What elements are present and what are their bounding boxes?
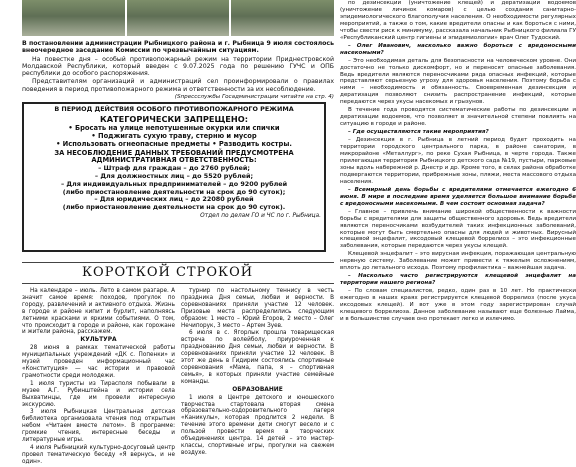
interview-column	[340, 0, 576, 432]
short-news-columns	[22, 288, 334, 467]
lead-headline: В постановлении администрации Рыбницкого района и г. Рыбница 9 июля состоялось внеочередное заседание Комиссии по чрезвычайным ситуациям.	[22, 40, 334, 55]
paragraph: 28 июня в рамках тематической работы муниципальных учреждений «ДК с. Попенки» и музей проведен информационный час «Конституция» — час истории и правовой грамотности среди молодежи.	[22, 345, 175, 379]
paragraph: Клещевой энцефалит – это вирусная инфекция, поражающая центральную нервную систему. Заболевание может привести к тяжелым осложнениям, вплоть до летального исхода. Поэтому профилактика – важнейшая задача.	[340, 251, 576, 272]
box-subtitle: ЗА НЕСОБЛЮДЕНИЕ ДАННЫХ ТРЕБОВАНИЙ ПРЕДУСМОТРЕНА АДМИНИСТРАТИВНАЯ ОТВЕТСТВЕННОСТЬ:	[54, 148, 294, 165]
section-heading: КУЛЬТУРА	[80, 337, 117, 344]
fine-line: – Штраф для граждан – до 2760 рублей;	[98, 164, 250, 173]
paragraph: турнир по настольному теннису в честь праздника Дня семьи, любви и верности. В соревнованиях приняли участие 12 человек. Призовые места распределились следующим образом: 1 место – Юрий Егоров, 2 место – Олег Нечипорук, 3 место – Артем Зуев.	[181, 288, 334, 329]
fire-warning-box	[22, 102, 326, 252]
lead-paragraph: На повестке дня – особый противопожарный режим на территории Приднестровской Молдавской Республики, который введен с 9.07.2025 года по решению ГУЧС и ОПБ республики до особого распоряжения.	[22, 55, 334, 78]
paragraph: На календаре – июль. Лето в самом разгаре. А значит самое время: походов, прогулок по городу, развлечений и активного отдыха. Жизнь в городе и районе кипит и бурлит, наполняясь летними красками и яркими событиями. О том, что происходит в городе и районе, как горожане и жители района, расскажем.	[22, 288, 175, 336]
paragraph: 4 июля Рыбницкий культурно-досуговый центр провел тематическую беседу «Я вернусь, и не один».	[22, 444, 175, 465]
rubric-title: КОРОТКОЙ СТРОКОЙ	[82, 265, 254, 280]
box-item: • Поджигать сухую траву, стерню и мусор	[91, 132, 257, 141]
photo-panel	[127, 0, 230, 36]
lead-paragraph: Представителям организаций и администраций сел проинформировали о правилах поведения в период противопожарного режима и ответственности за их несоблюдение.	[22, 78, 334, 93]
box-footer: Отдел по делам ГО и ЧС по г. Рыбница.	[200, 212, 321, 219]
news-photo	[22, 0, 334, 36]
fine-line: (либо приостановление деятельности на срок до 90 суток).	[62, 203, 286, 212]
interview-question: – Олег Иванович, насколько важно бороться с вредоносными насекомыми?	[340, 42, 576, 56]
interview-question: – Где осуществляются такие мероприятия?	[348, 129, 489, 136]
paragraph: 1 июля в Центре детского и юношеского творчества стартовала вторая смена образовательно-оздоровительного лагеря «Каникулы», которая продлится 2 недели. В течение этого времени дети смогут весело и с пользой провести время в творческих объединениях центра. 14 детей – это мастер-классы, спортивные игры, прогулки на свежем воздухе.	[181, 394, 334, 456]
fine-line: – Для должностных лиц – до 5520 рублей;	[94, 172, 254, 180]
paragraph: – Главное – привлечь внимание широкой общественности к важности борьбы с вредителями для защиты общественного здоровья. Ведь вредители являются переносчиками возбудителей таких инфекционных заболеваний, которые могут быть смертельно опасны для людей и животных. Вирусный клещевой энцефалит, иксодовый клещевой боррелиоз – это инфекционные заболевания, которые передаются через укусы клещей.	[340, 208, 576, 250]
photo-panel	[22, 0, 125, 36]
box-item: • Бросать на улице непотушенные окурки или спички	[68, 124, 280, 132]
news-column	[22, 288, 175, 467]
fine-line: – Для юридических лиц – до 22080 рублей	[94, 195, 254, 204]
box-title: КАТЕГОРИЧЕСКИ ЗАПРЕЩЕНО:	[100, 114, 248, 124]
fine-line: (либо приостановление деятельности на срок до 90 суток);	[62, 187, 286, 196]
interview-question: – Насколько часто регистрируются клещевой энцефалит на территории нашего региона?	[340, 273, 576, 287]
interview-question: – Всемирный день борьбы с вредителями отмечается ежегодно 6 июня. В мире в последние время уделяется большое внимание борьбе с вредоносными насекомыми. В чем состоит основная задача?	[340, 186, 576, 207]
paragraph: – По словам специалистов, редко, один раз в 10 лет. Но практически ежегодно в наших краях регистрируется клещевой боррелиоз (после укуса иксодовых клещей). И вот уже в этом году зарегистрирован случай клещевого боррелиоза. Данное заболевание называют еще болезнью Лайма, и в большинстве случаев оно протекает легко и излечимо.	[340, 288, 576, 322]
lead-source: (Sпрессслужбы Госадминистрации читайте на стр. 4)	[174, 94, 334, 101]
lead-article	[22, 40, 334, 101]
photo-panel	[231, 0, 334, 36]
paragraph: – Дезинсекция в г. Рыбница в летний период будет проходить на территории городского центрального парка, в районе санатория, в микрорайоне «Металлург», по реке Сухая Рыбница, в черте города. Также прилегающая территория Рыбницкого детского сада №19, пустыри, парковые зоны вдоль набережной р. Днестр и др. Кроме того, в селах района обработке подвергаются территории, прибрежные зоны, пляжи, места массового отдыха населения.	[340, 137, 576, 185]
paragraph: 3 июля Рыбницкая Центральная детская библиотека организовала чтения под открытым небом «Читаем вместе летом». В программе: громкие чтения, интересные беседы и литературные игры.	[22, 409, 175, 444]
news-column	[181, 288, 334, 467]
left-column	[22, 0, 334, 465]
box-intro: В ПЕРИОД ДЕЙСТВИЯ ОСОБОГО ПРОТИВОПОЖАРНОГО РЕЖИМА	[54, 105, 294, 113]
box-item: • Использовать огнеопасные предметы • Разводить костры.	[56, 140, 292, 149]
paragraph: 6 июля в с. Ягорлык прошла товарищеская встреча по волейболу, приуроченная к празднованию Дня семьи, любви и верности. В соревнованиях приняли участие 12 человек. В этот же день в Гидирим состоялись спортивные соревнования «Мама, папа, я – спортивная семья», в которых приняли участие семейные команды.	[181, 330, 334, 385]
paragraph: по дезинсекции (уничтожение клещей) и дератизации водоемов (уничтожение личинок комаров) с целью создания санитарно-эпидемиологического благополучия населения. О необходимости регулярных мероприятий, а также о том, какие вредители опасны и как бороться с ними, чтобы свести риск к минимуму, рассказала начальник Рыбницкого филиала ГУ «Республиканский центр гигиены и эпидемиологии» врач Олег Тудоский.	[340, 0, 576, 41]
paragraph: – Это необходимая деталь для безопасности на человеческом уровне. Они достаточно не только дискомфорт, но и переносят опасные заболевания. Ведь вредители являются переносчиками ряда опасных инфекций, которые представляют серьезную угрозу для здоровья населения. Поэтому борьба с ними – необходимость и обязанность. Своевременная дезинсекция и дератизация позволяют снизить распространение инфекций, которые передаются через укусы насекомых и грызунов.	[340, 57, 576, 106]
section-rubric	[22, 262, 334, 284]
paragraph: В течение года проводятся систематические работы по дезинсекции и дератизации водоемов, что позволяет в значительной степени повлиять на ситуацию в городе и районе.	[340, 107, 576, 128]
fine-line: – Для индивидуальных предпринимателей – до 9200 рублей	[60, 179, 288, 188]
section-heading: ОБРАЗОВАНИЕ	[232, 386, 283, 393]
paragraph: 1 июля туристы из Тирасполя побывали в музее А.Г. Рубинштейна и истории села Выхватинцы, где им провели интересную экскурсию.	[22, 380, 175, 408]
